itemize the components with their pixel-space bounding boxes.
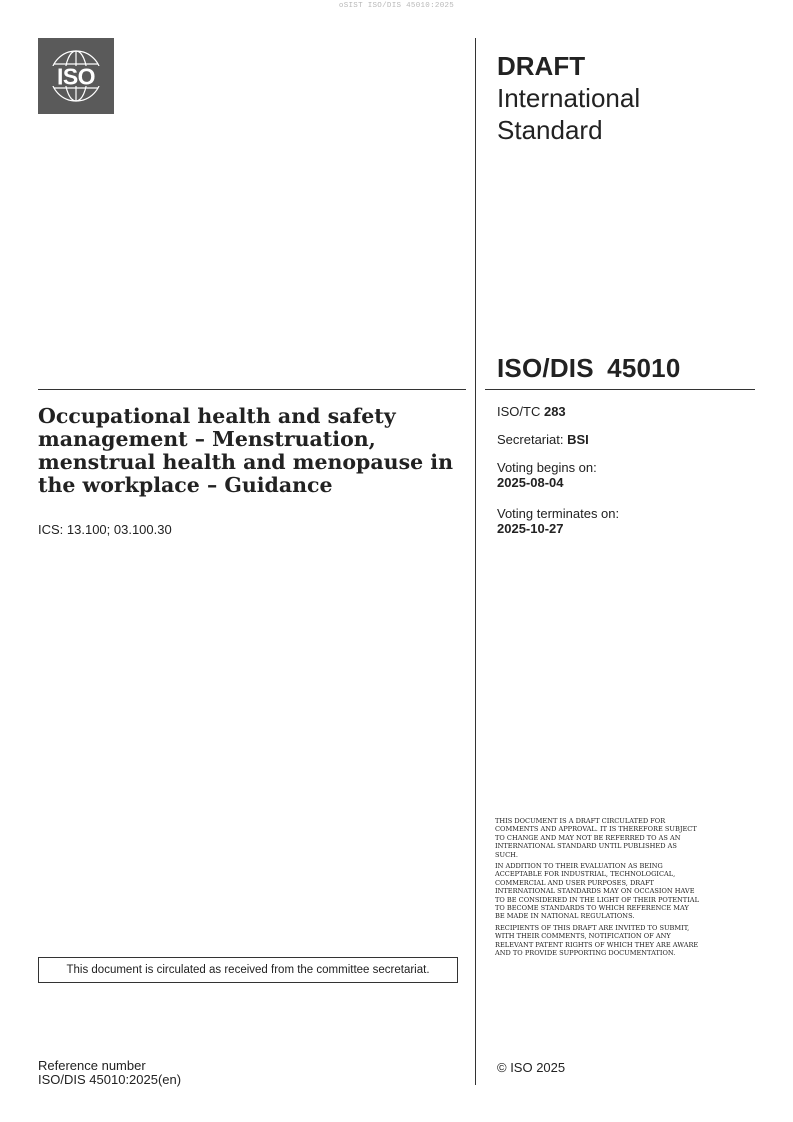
voting-begins-value: 2025-08-04 — [497, 475, 564, 490]
iso-logo — [38, 38, 114, 114]
disclaimer-paragraph: THIS DOCUMENT IS A DRAFT CIRCULATED FOR COMMENTS AND APPROVAL. IT IS THEREFORE SUBJECT TO CHANGE AND MAY NOT BE REFERRED TO AS AN INTERNATIONAL STANDARD UNTIL PUBLISHED AS SUCH. — [495, 817, 697, 859]
voting-terminates-value: 2025-10-27 — [497, 521, 564, 536]
document-number: ISO/DIS 45010 — [497, 353, 681, 383]
copyright: © ISO 2025 — [497, 1060, 566, 1075]
ics-codes: ICS: 13.100; 03.100.30 — [38, 522, 172, 537]
draft-label: DRAFT — [497, 51, 586, 81]
voting-terminates-label: Voting terminates on: — [497, 506, 620, 521]
secretariat-value: BSI — [567, 432, 589, 447]
secretariat — [497, 432, 757, 447]
document-title: Occupational health and safety management – Menstruation, menstrual health and menopause in the workplace – Guidance — [38, 404, 453, 497]
horizontal-divider-left — [38, 389, 466, 390]
draft-heading — [497, 50, 747, 146]
circulation-note: This document is circulated as received from the committee secretariat. — [38, 957, 458, 983]
disclaimer-paragraph: IN ADDITION TO THEIR EVALUATION AS BEING ACCEPTABLE FOR INDUSTRIAL, TECHNOLOGICAL, COMMERCIAL AND USER PURPOSES, DRAFT INTERNATIONAL STANDARDS MAY ON OCCASION HAVE TO BE CONSIDERED IN THE LIGHT OF THEIR POTENTIAL TO BECOME STANDARDS TO WHICH REFERENCE MAY BE MADE IN NATIONAL REGULATIONS. — [495, 862, 699, 921]
disclaimer-paragraph: RECIPIENTS OF THIS DRAFT ARE INVITED TO SUBMIT, WITH THEIR COMMENTS, NOTIFICATION OF ANY RELEVANT PATENT RIGHTS OF WHICH THEY ARE AWARE AND TO PROVIDE SUPPORTING DOCUMENTATION. — [495, 923, 699, 958]
committee — [497, 404, 757, 419]
standard-type-line2: Standard — [497, 115, 603, 145]
voting-terminates — [497, 506, 757, 536]
vertical-divider — [475, 38, 476, 1085]
reference-value: ISO/DIS 45010:2025(en) — [38, 1072, 182, 1087]
voting-begins-label: Voting begins on: — [497, 460, 597, 475]
globe-icon — [38, 38, 114, 114]
secretariat-label: Secretariat: — [497, 432, 564, 447]
committee-label: ISO/TC — [497, 404, 541, 419]
watermark: oSIST ISO/DIS 45010:2025 — [338, 2, 455, 10]
committee-value: 283 — [543, 404, 566, 419]
reference-label: Reference number — [38, 1058, 146, 1073]
reference-number — [38, 1059, 181, 1087]
logo-text: ISO — [56, 63, 96, 90]
voting-begins — [497, 460, 757, 490]
draft-disclaimer — [495, 817, 700, 961]
standard-type-line1: International — [497, 83, 641, 113]
horizontal-divider-right — [485, 389, 755, 390]
